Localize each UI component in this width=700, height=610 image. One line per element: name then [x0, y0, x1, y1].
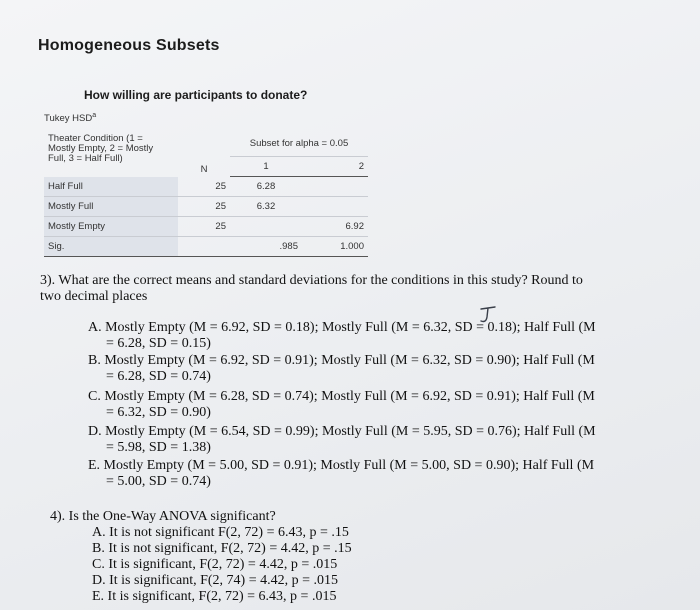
- row-n: 25: [178, 197, 230, 217]
- row-subset-2: [302, 197, 368, 217]
- header-condition-line1: Theater Condition (1 =: [48, 133, 143, 144]
- row-label: Mostly Empty: [44, 217, 178, 237]
- header-condition: [44, 130, 178, 177]
- header-condition-line2: Mostly Empty, 2 = Mostly: [48, 143, 154, 154]
- row-label: Half Full: [44, 177, 178, 197]
- q4-option-e[interactable]: E. It is significant, F(2, 72) = 6.43, p = .015: [92, 589, 337, 604]
- sig-label: Sig.: [44, 237, 178, 257]
- option-line1: C. Mostly Empty (M = 6.28, SD = 0.74); Mostly Full (M = 6.92, SD = 0.91); Half Full (M: [88, 389, 595, 404]
- test-footnote-marker: a: [92, 112, 97, 119]
- row-subset-2: 6.92: [302, 217, 368, 237]
- option-line2: = 5.98, SD = 1.38): [106, 440, 211, 455]
- header-subset: Subset for alpha = 0.05: [230, 130, 368, 157]
- question-3-line2: two decimal places: [40, 289, 148, 304]
- question-4: 4). Is the One-Way ANOVA significant?: [50, 509, 276, 524]
- option-line1: E. Mostly Empty (M = 5.00, SD = 0.91); Mostly Full (M = 5.00, SD = 0.90); Half Full (M: [88, 458, 595, 473]
- row-n: 25: [178, 177, 230, 197]
- row-label: Mostly Full: [44, 197, 178, 217]
- test-name-text: Tukey HSD: [44, 113, 93, 125]
- section-title: Homogeneous Subsets: [38, 37, 220, 54]
- table-row: [44, 177, 368, 197]
- sig-subset-2: 1.000: [302, 237, 368, 257]
- row-subset-1: 6.28: [230, 177, 302, 197]
- row-subset-1: 6.32: [230, 197, 302, 217]
- header-col-2: 2: [302, 157, 368, 177]
- q3-option-a[interactable]: [88, 320, 648, 352]
- question-3: [40, 273, 640, 305]
- header-col-1: 1: [230, 157, 302, 177]
- option-line2: = 6.28, SD = 0.74): [106, 369, 211, 384]
- question-3-line1: 3). What are the correct means and standard deviations for the conditions in this study? Round to: [40, 273, 583, 288]
- sig-n: [178, 237, 230, 257]
- pen-mark-icon: [478, 305, 502, 327]
- option-line1: D. Mostly Empty (M = 6.54, SD = 0.99); Mostly Full (M = 5.95, SD = 0.76); Half Full (M: [88, 424, 596, 439]
- row-subset-1: [230, 217, 302, 237]
- option-line2: = 6.32, SD = 0.90): [106, 405, 211, 420]
- table-sig-row: [44, 237, 368, 257]
- table-caption: How willing are participants to donate?: [84, 88, 308, 102]
- q3-option-c[interactable]: [88, 389, 648, 421]
- option-line2: = 5.00, SD = 0.74): [106, 474, 211, 489]
- table-row: [44, 197, 368, 217]
- option-line1: B. Mostly Empty (M = 6.92, SD = 0.91); Mostly Full (M = 6.32, SD = 0.90); Half Full (M: [88, 353, 595, 368]
- header-n: N: [200, 163, 208, 175]
- q4-option-d[interactable]: D. It is significant, F(2, 74) = 4.42, p = .015: [92, 573, 338, 588]
- table-header-row-1: [44, 130, 368, 157]
- q4-option-c[interactable]: C. It is significant, F(2, 72) = 4.42, p = .015: [92, 557, 338, 572]
- option-line2: = 6.28, SD = 0.15): [106, 336, 211, 351]
- q3-option-d[interactable]: [88, 424, 648, 456]
- test-name: [44, 112, 96, 124]
- q3-option-e[interactable]: [88, 458, 648, 490]
- q3-option-b[interactable]: [88, 353, 648, 385]
- homogeneous-subsets-table: [44, 130, 368, 257]
- row-subset-2: [302, 177, 368, 197]
- option-line1: A. Mostly Empty (M = 6.92, SD = 0.18); Mostly Full (M = 6.32, SD = 0.18); Half Full (M: [88, 320, 596, 335]
- sig-subset-1: .985: [230, 237, 302, 257]
- q4-option-a[interactable]: A. It is not significant F(2, 72) = 6.43, p = .15: [92, 525, 349, 540]
- table-row: [44, 217, 368, 237]
- header-condition-line3: Full, 3 = Half Full): [48, 153, 123, 164]
- row-n: 25: [178, 217, 230, 237]
- q4-option-b[interactable]: B. It is not significant, F(2, 72) = 4.42, p = .15: [92, 541, 352, 556]
